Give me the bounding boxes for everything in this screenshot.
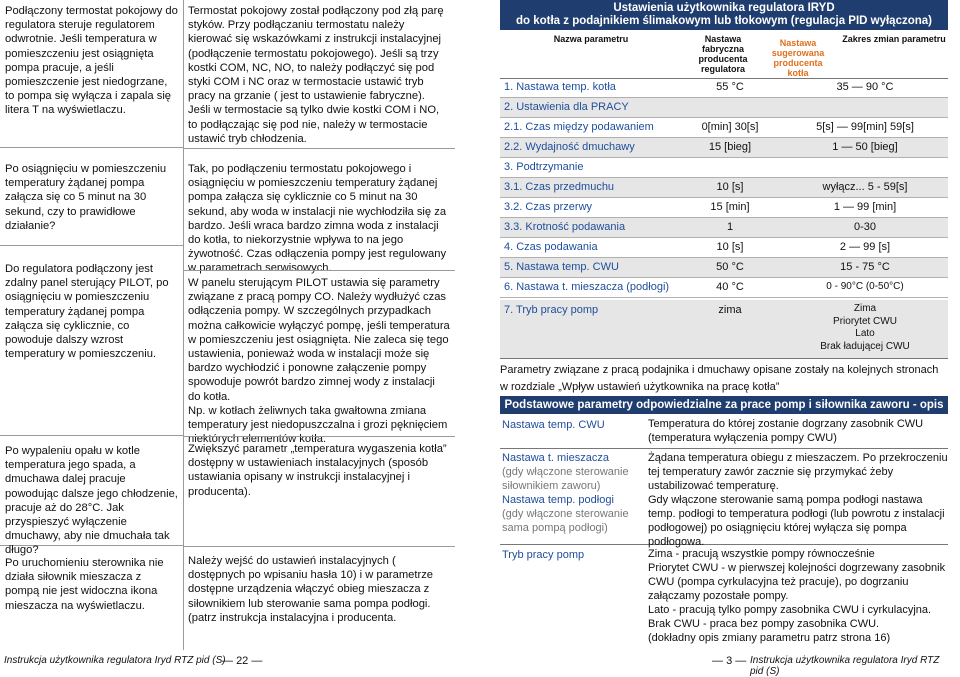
table-row: 3.2. Czas przerwy 15 [min] 1 — 99 [min] [500,198,948,218]
divider [183,148,455,149]
table-row: 7. Tryb pracy pomp zima Zima Priorytet CWU Lato Brak ładującej CWU [500,300,948,359]
table-row: 1. Nastawa temp. kotła 55 °C 35 — 90 °C [500,78,948,98]
settings-table [500,78,948,300]
table-row: 3.3. Krotność podawania 1 0-30 [500,218,948,238]
table-row: 4. Czas podawania 10 [s] 2 — 99 [s] [500,238,948,258]
table-row: 3. Podtrzymanie [500,158,948,178]
right-page [500,0,948,677]
question-2: Po osiągnięciu w pomieszczeniu temperatury żądanej pompa załącza się co 5 minut na 30 sekund, czy to prawidłowe działanie? [0,148,183,246]
table-row: 3.1. Czas przedmuchu 10 [s] wyłącz... 5 - 59[s] [500,178,948,198]
param-cwu: Nastawa temp. CWU Temperatura do której zostanie dogrzany zasobnik CWU (temperatura wyłączenia pompy CWU) [500,414,948,449]
right-footer: Instrukcja użytkownika regulatora Iryd RTZ pid (S) [750,655,940,677]
param-pump-mode: Tryb pracy pomp Zima - pracują wszystkie pompy równocześnie Priorytet CWU - w pierwszej kolejności dogrzewany zasobnik CWU (pompa cyrkulacyjna też pracuje), po dogrzaniu załączamy pozostałe pompy. Lato - pracują tylko pompy zasobnika CWU i cyrkulacyjna. Brak CWU - praca bez pompy zasobnika CWU. (dokładny opis zmiany parametru patrz strona 16) [502,548,946,644]
question-1: Podłączony termostat pokojowy do regulatora steruje regulatorem odwrotnie. Jeśli temperatura w pomieszczeniu jest osiągnięta pompa pracuje, a jeśli pomieszczenie jest niedogrzane, to pompa się wyłącza i zapala się litera T na wyświetlaczu. [0,0,183,148]
answer-1: Termostat pokojowy został podłączony pod złą parę styków. Przy podłączaniu termostatu należy kierować się wskazówkami z instrukcji instalacyjnej (podłączenie termostatu pokojowego). Jeśli są trzy kostki COM, NC, NO, to należy podłączyć się pod styki COM i NC oraz w termostacie ustawić tryb pracy na grzanie ( jest to ustawienie fabryczne). Jeśli w termostacie są tylko dwie kostki COM i NO, to podłączając się pod nie, należy w termostacie ustawić tryb chłodzenia. [188,5,444,145]
answer-4: Zwiększyć parametr „temperatura wygaszenia kotła” dostępny w ustawieniach instalacyjnych (sposób ustawiania opisany w instrukcji instalacyjnej i producenta). [188,443,447,498]
column-header: Nastawa fabryczna producenta regulatora [698,34,748,74]
divider [183,270,455,271]
divider [183,546,455,547]
column-header: Nastawa sugerowana producenta kotła [771,38,825,78]
table-row: 2.1. Czas między podawaniem 0[min] 30[s] 5[s] — 99[min] 59[s] [500,118,948,138]
left-footer: Instrukcja użytkownika regulatora Iryd RTZ pid (S) [4,655,226,666]
note: Parametry związane z pracą podajnika i dmuchawy opisane zostały na kolejnych stronach w rozdziale „Wpływ ustawień użytkownika na pracę kotła” [500,364,939,393]
column-header: Nazwa parametru [553,34,629,44]
question-5: Po uruchomieniu sterownika nie działa siłownik mieszacza z pompą nie jest widoczna ikona mieszacza na wyświetlaczu. [5,557,164,612]
answer-5: Należy wejść do ustawień instalacyjnych ( dostępnych po wpisaniu hasła 10) i w parametrze dostępne urządzenia włączyć obieg mieszacza z siłownikiem lub sterowanie sama pompa podłogi. (patrz instrukcja instalacyjna i producenta. [188,555,434,624]
table-row: 2.2. Wydajność dmuchawy 15 [bieg] 1 — 50 [bieg] [500,138,948,158]
right-page-number: — 3 — [712,655,747,667]
left-page-number: — 22 — [222,655,263,667]
question-3: Do regulatora podłączony jest zdalny panel sterujący PILOT, po osiągnięciu w pomieszczeniu temperatury żądanej pompa załącza się cyklicznie, co powoduje dalszy wzrost temperatury w pomieszczeniu. [0,246,183,436]
column-header: Zakres zmian parametru [842,34,946,44]
table-row: 5. Nastawa temp. CWU 50 °C 15 - 75 °C [500,258,948,278]
table-row: 2. Ustawienia dla PRACY [500,98,948,118]
table-row: 6. Nastawa t. mieszacza (podłogi) 40 °C 0 - 90°C (0-50°C) [500,278,948,298]
answer-3: W panelu sterującym PILOT ustawia się parametry związane z pracą pompy CO. Należy wydłużyć czas odłączenia pompy. W szczególnych przypadkach można całkowicie wyłączyć pompę, jeśli temperatura w pomieszczeniu jest osiągnięta. Nie zaleca się tego ustawienia, ponieważ woda w instalacji może się bardzo wychłodzić i ponowne załączenie pompy spowoduje powrót bardzo zimnej wody z instalacji do kotła. Np. w kotłach żeliwnych taka gwałtowna zmiana temperatury jest niedopuszczalna i grozi pęknięciem niektórych elementów kotła. [188,277,450,446]
divider [183,436,455,437]
section-heading: Podstawowe parametry odpowiedzialne za prace pomp i siłownika zaworu - opis [500,396,948,414]
table-header [500,30,948,79]
answer-2: Tak, po podłączeniu termostatu pokojowego i osiągnięciu w pomieszczeniu temperatury żądanej pompa załącza się cyklicznie co 5 minut na 30 sekund, aby woda w instalacji nie wychłodziła się za bardzo. Jeśli wraca bardzo zimna woda z instalacji do kotła, to niekorzystnie wpływa to na jego żywotność. Czas odłączenia pompy jest regulowany w parametrach serwisowych. [188,163,447,275]
param-mixer: Nastawa t. mieszacza (gdy włączone sterowanie siłownikiem zaworu) Nastawa temp. podłogi (gdy włączone sterowanie sama pompą podłogi) Żądana temperatura obiegu z mieszaczem. Po przekroczeniu tej temperatury zawór zacznie się przymykać żeby ustabilizować temperaturę. Gdy włączone sterowanie samą pompa podłogi nastawa temp. podłogi to temperatura podłogi (lub powrotu z instalacji podłogowej) po osiągnięciu której wyłącza się pompa podłogowa. [500,448,948,545]
question-4: Po wypaleniu opału w kotle temperatura jego spada, a dmuchawa dalej pracuje powodując dalsze jego chłodzenie, pracuje aż do 28°C. Jak przyspieszyć wyłączenie dmuchawy, aby nie dmuchała tak długo? [0,436,183,546]
settings-title: Ustawienia użytkownika regulatora IRYD do kotła z podajnikiem ślimakowym lub tłokowym (regulacja PID wyłączona) [500,0,948,30]
